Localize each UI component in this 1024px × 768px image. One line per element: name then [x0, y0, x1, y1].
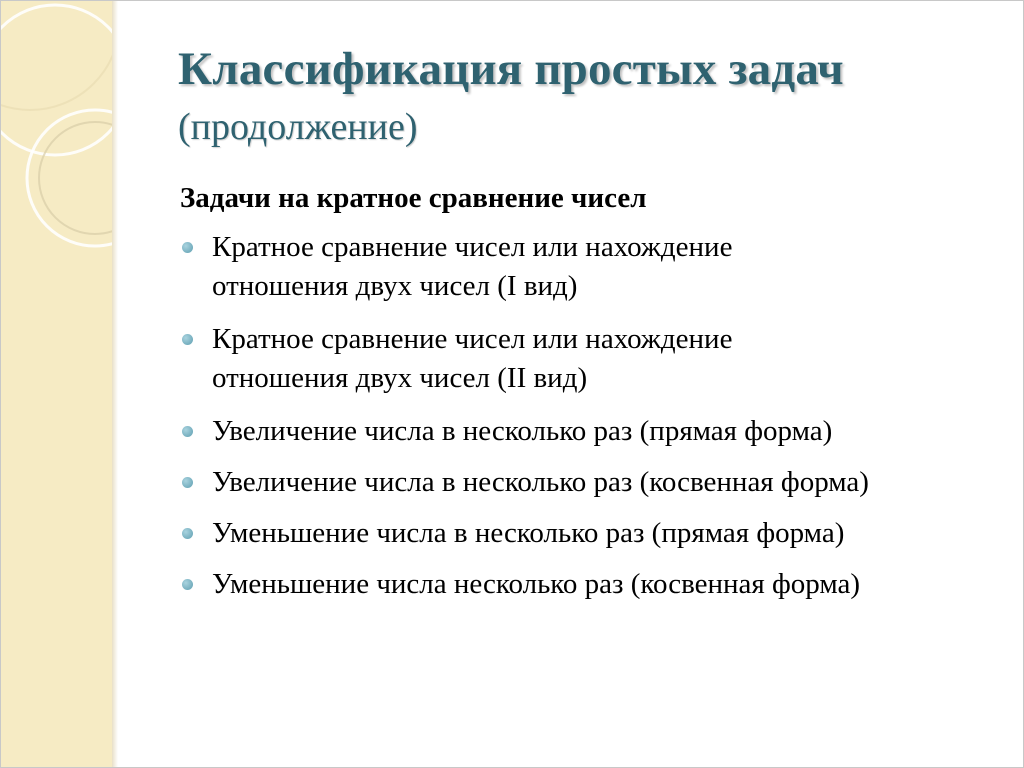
list-item-line: Увеличение числа в несколько раз (прямая форма): [212, 415, 833, 447]
list-item-line: Увеличение числа в несколько раз (косвенная форма): [212, 466, 869, 498]
list-item-line: Уменьшение числа в несколько раз (прямая форма): [212, 517, 845, 549]
list-item: [180, 514, 1000, 553]
bullet-dot-icon: [182, 477, 193, 488]
bullet-dot-icon: [182, 528, 193, 539]
bullet-dot-icon: [182, 426, 193, 437]
list-item: [180, 412, 1000, 451]
slide-subtitle: (продолжение): [178, 106, 418, 148]
slide-title: Классификация простых задач: [178, 43, 844, 95]
list-item-line: Кратное сравнение чисел или нахождение: [212, 323, 733, 355]
decorative-circles-graphic: [0, 0, 112, 768]
task-type-list: [180, 228, 1000, 616]
side-band-shadow: [112, 0, 118, 768]
decorative-side-band: [0, 0, 112, 768]
list-item-line: Кратное сравнение чисел или нахождение: [212, 231, 733, 263]
list-item: [180, 320, 1000, 398]
bullet-dot-icon: [182, 579, 193, 590]
list-item: [180, 228, 1000, 306]
list-item: [180, 565, 1000, 604]
bullet-dot-icon: [182, 242, 193, 253]
section-heading: Задачи на кратное сравнение чисел: [180, 182, 647, 214]
list-item-line: Уменьшение числа несколько раз (косвенная форма): [212, 568, 861, 600]
list-item: [180, 463, 1000, 502]
list-item-line: отношения двух чисел (II вид): [212, 362, 588, 394]
list-item-line: отношения двух чисел (I вид): [212, 270, 578, 302]
bullet-dot-icon: [182, 334, 193, 345]
